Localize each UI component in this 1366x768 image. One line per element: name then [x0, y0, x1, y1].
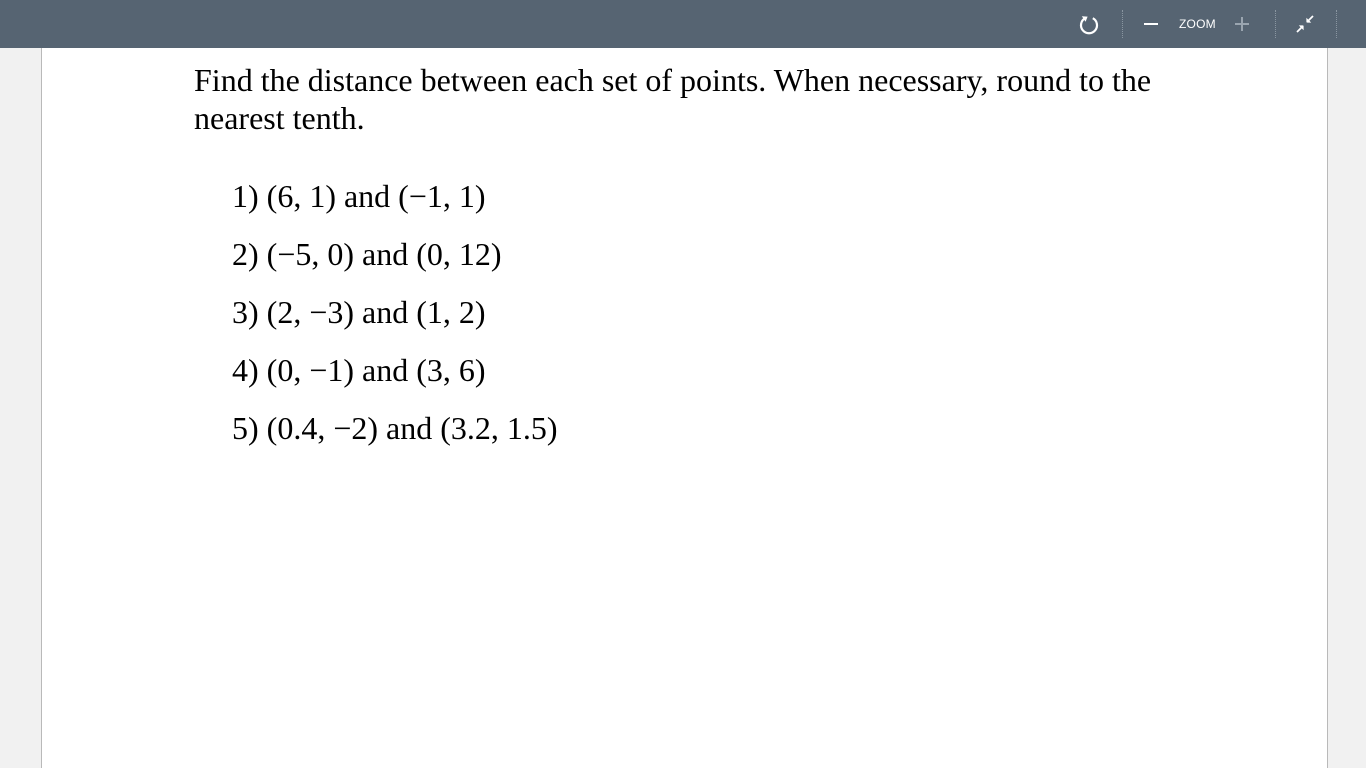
- viewer-toolbar: [0, 0, 1366, 48]
- plus-icon: [1234, 16, 1250, 32]
- document-page: [41, 48, 1328, 768]
- collapse-icon: [1295, 14, 1315, 34]
- problem-list: [232, 176, 558, 466]
- toolbar-divider: [1275, 10, 1276, 38]
- problem-item: 4) (0, −1) and (3, 6): [232, 352, 486, 388]
- toolbar-divider: [1122, 10, 1123, 38]
- refresh-button[interactable]: [1074, 0, 1104, 48]
- problem-item: 3) (2, −3) and (1, 2): [232, 294, 486, 330]
- toolbar-divider: [1336, 10, 1337, 38]
- problem-item: 5) (0.4, −2) and (3.2, 1.5): [232, 410, 558, 446]
- zoom-out-button[interactable]: [1139, 0, 1163, 48]
- problem-item: 2) (−5, 0) and (0, 12): [232, 236, 502, 272]
- zoom-label: ZOOM: [1179, 17, 1216, 31]
- minus-icon: [1143, 16, 1159, 32]
- exit-fullscreen-button[interactable]: [1292, 0, 1318, 48]
- problem-item: 1) (6, 1) and (−1, 1): [232, 178, 486, 214]
- zoom-in-button[interactable]: [1230, 0, 1254, 48]
- refresh-icon: [1078, 13, 1100, 35]
- instructions-text: Find the distance between each set of points. When necessary, round to the nearest tenth.: [194, 62, 1152, 136]
